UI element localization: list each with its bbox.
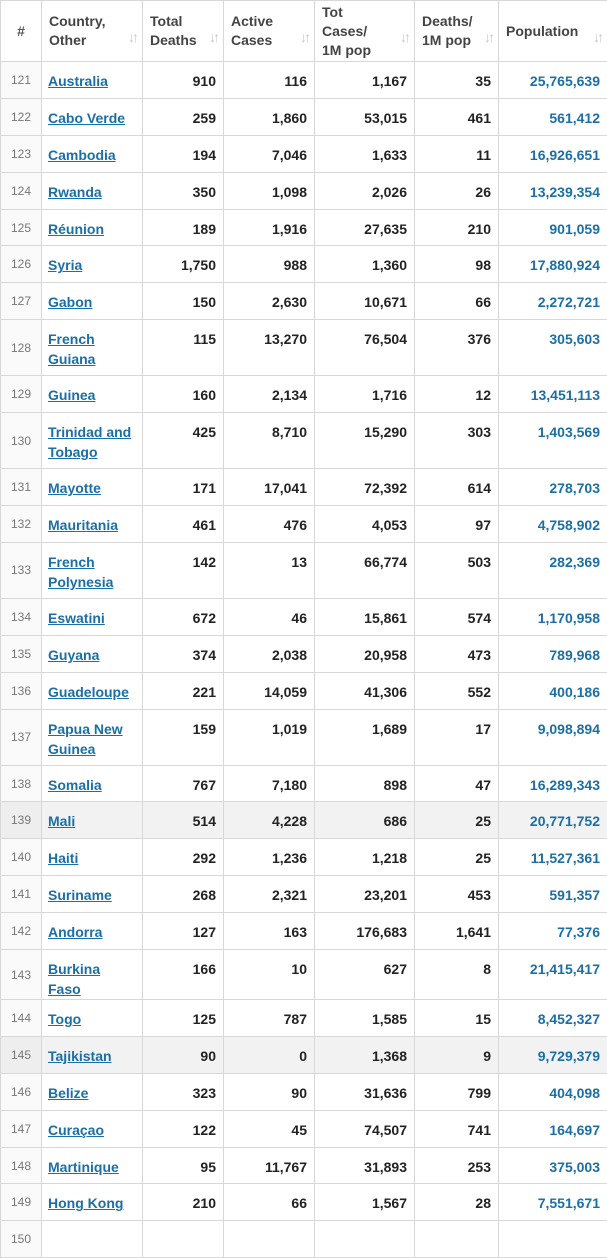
total-deaths-cell: 125 — [143, 1000, 224, 1037]
table-row — [1, 62, 607, 99]
header-country[interactable] — [42, 1, 143, 62]
table-row — [1, 506, 607, 543]
table-row — [1, 209, 607, 246]
population-cell: 2,272,721 — [499, 283, 607, 320]
population-cell: 20,771,752 — [499, 802, 607, 839]
active-cases-cell: 787 — [224, 1000, 315, 1037]
population-cell: 164,697 — [499, 1110, 607, 1147]
table-row — [1, 413, 607, 469]
population-cell: 17,880,924 — [499, 246, 607, 283]
country-link[interactable]: Mayotte — [42, 469, 143, 506]
row-index: 138 — [1, 765, 42, 802]
population-cell: 11,527,361 — [499, 839, 607, 876]
table-row — [1, 1110, 607, 1147]
tot-cases-per-m-cell: 1,585 — [315, 1000, 415, 1037]
active-cases-cell: 0 — [224, 1036, 315, 1073]
tot-cases-per-m-cell: 66,774 — [315, 542, 415, 598]
table-row — [1, 1073, 607, 1110]
active-cases-cell: 116 — [224, 62, 315, 99]
active-cases-cell: 2,038 — [224, 635, 315, 672]
total-deaths-cell: 189 — [143, 209, 224, 246]
tot-cases-per-m-cell — [315, 1221, 415, 1258]
active-cases-cell: 1,098 — [224, 172, 315, 209]
row-index: 136 — [1, 672, 42, 709]
row-index: 131 — [1, 469, 42, 506]
header-tot-label-2: 1M pop — [322, 42, 371, 58]
deaths-per-m-cell: 28 — [415, 1184, 499, 1221]
sort-icon[interactable]: ↓↑ — [400, 28, 408, 47]
row-index: 146 — [1, 1073, 42, 1110]
population-cell: 16,289,343 — [499, 765, 607, 802]
header-deaths-label-1: Total — [150, 13, 182, 29]
deaths-per-m-cell: 17 — [415, 709, 499, 765]
deaths-per-m-cell: 12 — [415, 376, 499, 413]
total-deaths-cell: 160 — [143, 376, 224, 413]
deaths-per-m-cell: 11 — [415, 135, 499, 172]
table-row — [1, 672, 607, 709]
country-link[interactable]: Guadeloupe — [42, 672, 143, 709]
tot-cases-per-m-cell: 627 — [315, 950, 415, 1000]
country-link[interactable] — [42, 1221, 143, 1258]
deaths-per-m-cell: 799 — [415, 1073, 499, 1110]
deaths-per-m-cell: 26 — [415, 172, 499, 209]
active-cases-cell: 45 — [224, 1110, 315, 1147]
country-link[interactable]: Trinidad and Tobago — [42, 413, 143, 469]
deaths-per-m-cell: 614 — [415, 469, 499, 506]
population-cell: 561,412 — [499, 98, 607, 135]
row-index: 122 — [1, 98, 42, 135]
active-cases-cell: 1,019 — [224, 709, 315, 765]
table-row — [1, 950, 607, 1000]
country-link[interactable]: Réunion — [42, 209, 143, 246]
population-cell: 789,968 — [499, 635, 607, 672]
deaths-per-m-cell: 98 — [415, 246, 499, 283]
deaths-per-m-cell: 9 — [415, 1036, 499, 1073]
total-deaths-cell: 210 — [143, 1184, 224, 1221]
sort-icon[interactable]: ↓↑ — [300, 28, 308, 47]
active-cases-cell: 7,180 — [224, 765, 315, 802]
deaths-per-m-cell: 1,641 — [415, 913, 499, 950]
sort-icon[interactable]: ↓↑ — [593, 28, 601, 47]
population-cell: 8,452,327 — [499, 1000, 607, 1037]
row-index: 149 — [1, 1184, 42, 1221]
header-active-cases[interactable] — [224, 1, 315, 62]
table-row — [1, 839, 607, 876]
header-country-label-2: Other — [49, 32, 86, 48]
deaths-per-m-cell: 47 — [415, 765, 499, 802]
row-index: 127 — [1, 283, 42, 320]
header-deaths-per-m[interactable] — [415, 1, 499, 62]
table-row — [1, 376, 607, 413]
tot-cases-per-m-cell: 1,360 — [315, 246, 415, 283]
population-cell: 404,098 — [499, 1073, 607, 1110]
tot-cases-per-m-cell: 15,290 — [315, 413, 415, 469]
active-cases-cell: 7,046 — [224, 135, 315, 172]
tot-cases-per-m-cell: 1,716 — [315, 376, 415, 413]
table-row — [1, 635, 607, 672]
header-active-label-1: Active — [231, 13, 273, 29]
total-deaths-cell: 910 — [143, 62, 224, 99]
table-row — [1, 246, 607, 283]
tot-cases-per-m-cell: 1,167 — [315, 62, 415, 99]
total-deaths-cell: 221 — [143, 672, 224, 709]
population-cell: 4,758,902 — [499, 506, 607, 543]
tot-cases-per-m-cell: 23,201 — [315, 876, 415, 913]
active-cases-cell: 1,916 — [224, 209, 315, 246]
row-index: 144 — [1, 1000, 42, 1037]
active-cases-cell: 988 — [224, 246, 315, 283]
tot-cases-per-m-cell: 1,689 — [315, 709, 415, 765]
row-index: 121 — [1, 62, 42, 99]
deaths-per-m-cell: 35 — [415, 62, 499, 99]
tot-cases-per-m-cell: 10,671 — [315, 283, 415, 320]
row-index: 130 — [1, 413, 42, 469]
country-link[interactable]: Suriname — [42, 876, 143, 913]
row-index: 128 — [1, 320, 42, 376]
population-cell: 305,603 — [499, 320, 607, 376]
row-index: 148 — [1, 1147, 42, 1184]
header-index-label: # — [17, 23, 25, 39]
row-index: 126 — [1, 246, 42, 283]
country-link[interactable]: Papua New Guinea — [42, 709, 143, 765]
total-deaths-cell: 1,750 — [143, 246, 224, 283]
table-row — [1, 172, 607, 209]
total-deaths-cell: 268 — [143, 876, 224, 913]
row-index: 145 — [1, 1036, 42, 1073]
tot-cases-per-m-cell: 76,504 — [315, 320, 415, 376]
table-row — [1, 1184, 607, 1221]
country-link[interactable]: Haiti — [42, 839, 143, 876]
deaths-per-m-cell: 66 — [415, 283, 499, 320]
population-cell: 282,369 — [499, 542, 607, 598]
table-row — [1, 1036, 607, 1073]
active-cases-cell: 163 — [224, 913, 315, 950]
total-deaths-cell: 171 — [143, 469, 224, 506]
active-cases-cell: 46 — [224, 598, 315, 635]
population-cell: 77,376 — [499, 913, 607, 950]
country-link[interactable]: Mali — [42, 802, 143, 839]
population-cell: 400,186 — [499, 672, 607, 709]
table-row — [1, 320, 607, 376]
tot-cases-per-m-cell: 2,026 — [315, 172, 415, 209]
deaths-per-m-cell: 552 — [415, 672, 499, 709]
population-cell: 21,415,417 — [499, 950, 607, 1000]
total-deaths-cell: 90 — [143, 1036, 224, 1073]
deaths-per-m-cell: 97 — [415, 506, 499, 543]
table-row — [1, 469, 607, 506]
row-index: 129 — [1, 376, 42, 413]
total-deaths-cell: 127 — [143, 913, 224, 950]
tot-cases-per-m-cell: 1,368 — [315, 1036, 415, 1073]
deaths-per-m-cell — [415, 1221, 499, 1258]
country-link[interactable]: Burkina Faso — [42, 950, 143, 1000]
deaths-per-m-cell: 453 — [415, 876, 499, 913]
table-row — [1, 98, 607, 135]
sort-icon[interactable]: ↓↑ — [484, 28, 492, 47]
population-cell: 1,403,569 — [499, 413, 607, 469]
population-cell: 278,703 — [499, 469, 607, 506]
header-dpm-label-2: 1M pop — [422, 32, 471, 48]
deaths-per-m-cell: 15 — [415, 1000, 499, 1037]
table-row — [1, 876, 607, 913]
tot-cases-per-m-cell: 1,633 — [315, 135, 415, 172]
country-link[interactable]: Cabo Verde — [42, 98, 143, 135]
deaths-per-m-cell: 8 — [415, 950, 499, 1000]
tot-cases-per-m-cell: 27,635 — [315, 209, 415, 246]
country-link[interactable]: Syria — [42, 246, 143, 283]
tot-cases-per-m-cell: 53,015 — [315, 98, 415, 135]
header-tot-label-1: Tot Cases/ — [322, 4, 367, 39]
row-index: 147 — [1, 1110, 42, 1147]
row-index: 143 — [1, 950, 42, 1000]
total-deaths-cell: 425 — [143, 413, 224, 469]
table-row — [1, 802, 607, 839]
deaths-per-m-cell: 741 — [415, 1110, 499, 1147]
table-row — [1, 542, 607, 598]
row-index: 125 — [1, 209, 42, 246]
population-cell: 13,451,113 — [499, 376, 607, 413]
active-cases-cell: 10 — [224, 950, 315, 1000]
tot-cases-per-m-cell: 31,893 — [315, 1147, 415, 1184]
total-deaths-cell: 514 — [143, 802, 224, 839]
row-index: 123 — [1, 135, 42, 172]
sort-icon[interactable]: ↓↑ — [209, 28, 217, 47]
table-row — [1, 598, 607, 635]
table-body — [1, 62, 607, 1258]
population-cell: 375,003 — [499, 1147, 607, 1184]
country-link[interactable]: French Polynesia — [42, 542, 143, 598]
active-cases-cell: 8,710 — [224, 413, 315, 469]
country-link[interactable]: French Guiana — [42, 320, 143, 376]
country-link[interactable]: Gabon — [42, 283, 143, 320]
country-link[interactable]: Belize — [42, 1073, 143, 1110]
active-cases-cell — [224, 1221, 315, 1258]
active-cases-cell: 90 — [224, 1073, 315, 1110]
header-tot-cases-per-m[interactable] — [315, 1, 415, 62]
country-link[interactable]: Togo — [42, 1000, 143, 1037]
deaths-per-m-cell: 253 — [415, 1147, 499, 1184]
active-cases-cell: 11,767 — [224, 1147, 315, 1184]
total-deaths-cell: 350 — [143, 172, 224, 209]
deaths-per-m-cell: 25 — [415, 802, 499, 839]
total-deaths-cell: 461 — [143, 506, 224, 543]
total-deaths-cell: 142 — [143, 542, 224, 598]
country-link[interactable]: Tajikistan — [42, 1036, 143, 1073]
total-deaths-cell: 292 — [143, 839, 224, 876]
deaths-per-m-cell: 376 — [415, 320, 499, 376]
total-deaths-cell: 194 — [143, 135, 224, 172]
population-cell: 591,357 — [499, 876, 607, 913]
country-link[interactable]: Rwanda — [42, 172, 143, 209]
country-link[interactable]: Curaçao — [42, 1110, 143, 1147]
active-cases-cell: 2,134 — [224, 376, 315, 413]
total-deaths-cell: 159 — [143, 709, 224, 765]
total-deaths-cell: 122 — [143, 1110, 224, 1147]
tot-cases-per-m-cell: 898 — [315, 765, 415, 802]
country-link[interactable]: Cambodia — [42, 135, 143, 172]
tot-cases-per-m-cell: 1,218 — [315, 839, 415, 876]
population-cell: 9,098,894 — [499, 709, 607, 765]
tot-cases-per-m-cell: 20,958 — [315, 635, 415, 672]
tot-cases-per-m-cell: 176,683 — [315, 913, 415, 950]
total-deaths-cell: 166 — [143, 950, 224, 1000]
deaths-per-m-cell: 574 — [415, 598, 499, 635]
header-row — [1, 1, 607, 62]
table-row — [1, 765, 607, 802]
country-link[interactable]: Eswatini — [42, 598, 143, 635]
country-link[interactable]: Hong Kong — [42, 1184, 143, 1221]
country-link[interactable]: Martinique — [42, 1147, 143, 1184]
population-cell: 25,765,639 — [499, 62, 607, 99]
row-index: 133 — [1, 542, 42, 598]
table-row — [1, 1221, 607, 1258]
population-cell: 1,170,958 — [499, 598, 607, 635]
total-deaths-cell: 95 — [143, 1147, 224, 1184]
table-row — [1, 1147, 607, 1184]
total-deaths-cell: 115 — [143, 320, 224, 376]
row-index: 137 — [1, 709, 42, 765]
row-index: 132 — [1, 506, 42, 543]
total-deaths-cell — [143, 1221, 224, 1258]
table-row — [1, 283, 607, 320]
row-index: 141 — [1, 876, 42, 913]
population-cell: 16,926,651 — [499, 135, 607, 172]
tot-cases-per-m-cell: 1,567 — [315, 1184, 415, 1221]
deaths-per-m-cell: 473 — [415, 635, 499, 672]
header-population[interactable] — [499, 1, 607, 62]
population-cell: 13,239,354 — [499, 172, 607, 209]
active-cases-cell: 13,270 — [224, 320, 315, 376]
active-cases-cell: 4,228 — [224, 802, 315, 839]
population-cell: 901,059 — [499, 209, 607, 246]
country-link[interactable]: Guyana — [42, 635, 143, 672]
header-deaths-label-2: Deaths — [150, 32, 197, 48]
country-link[interactable]: Guinea — [42, 376, 143, 413]
active-cases-cell: 476 — [224, 506, 315, 543]
country-link[interactable]: Somalia — [42, 765, 143, 802]
header-total-deaths[interactable] — [143, 1, 224, 62]
country-link[interactable]: Mauritania — [42, 506, 143, 543]
active-cases-cell: 2,321 — [224, 876, 315, 913]
population-cell: 7,551,671 — [499, 1184, 607, 1221]
table-row — [1, 1000, 607, 1037]
total-deaths-cell: 259 — [143, 98, 224, 135]
active-cases-cell: 1,236 — [224, 839, 315, 876]
tot-cases-per-m-cell: 41,306 — [315, 672, 415, 709]
tot-cases-per-m-cell: 686 — [315, 802, 415, 839]
total-deaths-cell: 323 — [143, 1073, 224, 1110]
table-row — [1, 913, 607, 950]
header-country-label-1: Country, — [49, 13, 106, 29]
row-index: 139 — [1, 802, 42, 839]
deaths-per-m-cell: 503 — [415, 542, 499, 598]
deaths-per-m-cell: 303 — [415, 413, 499, 469]
header-active-label-2: Cases — [231, 32, 272, 48]
population-cell — [499, 1221, 607, 1258]
table-row — [1, 135, 607, 172]
total-deaths-cell: 672 — [143, 598, 224, 635]
tot-cases-per-m-cell: 31,636 — [315, 1073, 415, 1110]
tot-cases-per-m-cell: 72,392 — [315, 469, 415, 506]
country-link[interactable]: Australia — [42, 62, 143, 99]
header-population-label: Population — [506, 23, 578, 39]
deaths-per-m-cell: 210 — [415, 209, 499, 246]
total-deaths-cell: 150 — [143, 283, 224, 320]
active-cases-cell: 13 — [224, 542, 315, 598]
row-index: 150 — [1, 1221, 42, 1258]
total-deaths-cell: 767 — [143, 765, 224, 802]
tot-cases-per-m-cell: 15,861 — [315, 598, 415, 635]
deaths-per-m-cell: 461 — [415, 98, 499, 135]
header-dpm-label-1: Deaths/ — [422, 13, 473, 29]
row-index: 135 — [1, 635, 42, 672]
row-index: 134 — [1, 598, 42, 635]
row-index: 142 — [1, 913, 42, 950]
active-cases-cell: 1,860 — [224, 98, 315, 135]
deaths-per-m-cell: 25 — [415, 839, 499, 876]
country-link[interactable]: Andorra — [42, 913, 143, 950]
total-deaths-cell: 374 — [143, 635, 224, 672]
population-cell: 9,729,379 — [499, 1036, 607, 1073]
active-cases-cell: 2,630 — [224, 283, 315, 320]
tot-cases-per-m-cell: 4,053 — [315, 506, 415, 543]
sort-icon[interactable]: ↓↑ — [128, 28, 136, 47]
active-cases-cell: 14,059 — [224, 672, 315, 709]
header-index — [1, 1, 42, 62]
active-cases-cell: 66 — [224, 1184, 315, 1221]
active-cases-cell: 17,041 — [224, 469, 315, 506]
tot-cases-per-m-cell: 74,507 — [315, 1110, 415, 1147]
table-row — [1, 709, 607, 765]
row-index: 140 — [1, 839, 42, 876]
row-index: 124 — [1, 172, 42, 209]
